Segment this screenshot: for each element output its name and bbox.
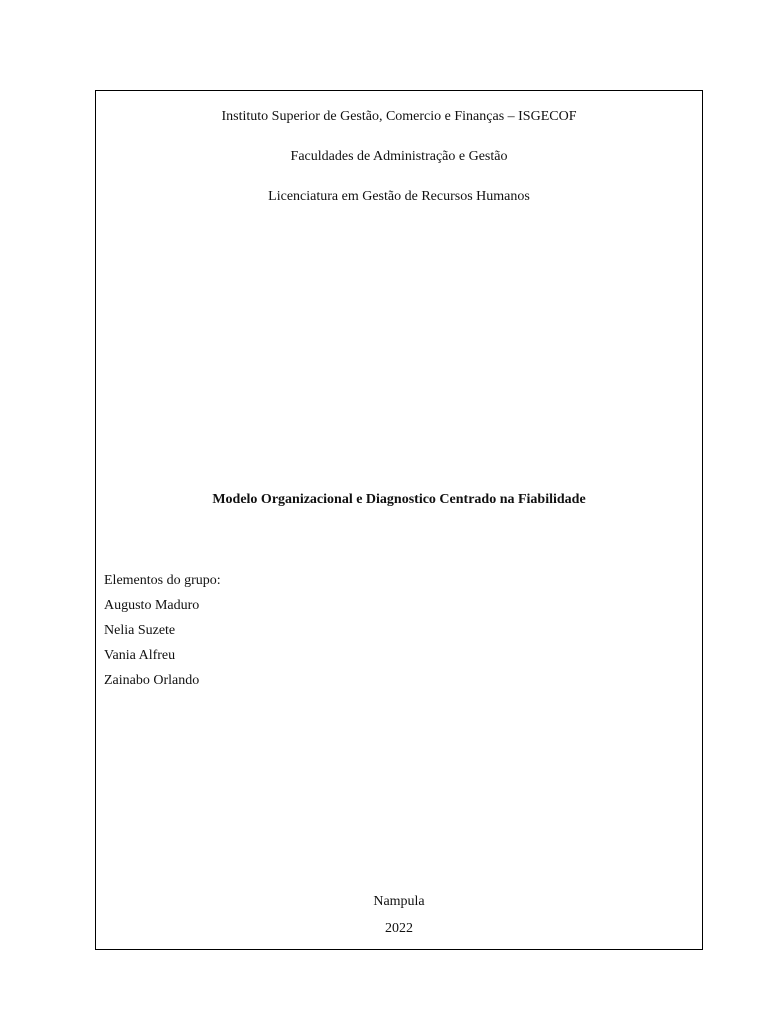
year: 2022 [385,921,413,936]
group-label: Elementos do grupo: [104,573,221,588]
faculty-name: Faculdades de Administração e Gestão [290,149,508,164]
group-member: Vania Alfreu [104,648,176,663]
document-title: Modelo Organizacional e Diagnostico Centrado na Fiabilidade [212,492,586,507]
cover-page-frame [95,90,703,950]
city: Nampula [373,894,425,909]
degree-name: Licenciatura em Gestão de Recursos Humanos [268,189,530,204]
institution-name: Instituto Superior de Gestão, Comercio e Finanças – ISGECOF [221,109,577,124]
group-members-block [104,568,221,693]
group-member: Nelia Suzete [104,623,176,638]
group-member: Augusto Maduro [104,598,200,613]
group-member: Zainabo Orlando [104,673,200,688]
